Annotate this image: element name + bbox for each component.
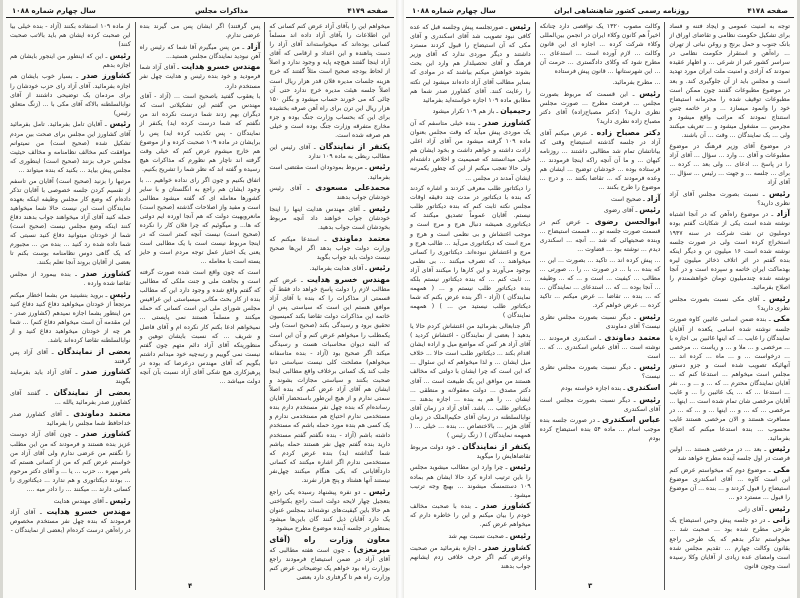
paragraph-text: صورتجلسه پیش وجلسه قبل که عده کافی نبود تصویب شد آقای اسکندری و آقای مکی که آن استیضاح را قبول کردند مسترد داشتند و دیگر موردی ندارد که آقای وزیر فرهنگ و آقای تحصیلدار هم وارد این بحث بشوند خواهش میکنم بیاشند که در موادی که بسایر مطالب آقای آزاد داده‌اند میشود این نکته را رعایت کنند. آقای کشاورز صدر شما هم مطابق ماده ۱۰۹ اجازه خواسته‌اید بفرمائید <box>409 24 531 104</box>
paragraph: رئیس ـ بعد ... در مرخصی هستند ... اولین فرصت در اول جلسه آینده مطرح خواهد شد <box>669 444 791 463</box>
paragraph: عباس اسکندری ـ در صورت جلسه بنده موجب اسام ... ماده ۵۴ بنده استیضاح کرده بودم <box>539 415 661 443</box>
speaker-name: رئیس <box>768 293 790 303</box>
speaker-name: رئیس <box>368 486 390 496</box>
paragraph <box>540 22 661 77</box>
paragraph: رئیس ـ آقای رضوی <box>603 205 661 215</box>
paragraph-text: نسبت بصورت مجلس آقای آزاد نظری دارید؟ <box>669 190 790 207</box>
paragraph: بعضی از نمایندگان ـ گفتند آقای کشاورز صدر بفرمائید یالله ... <box>9 388 131 407</box>
paragraph-text: استدعا میکنم که وزارت دولت جواب بدهد اگر این‌ها صحیح نیست دولت باید جواب بگوید <box>269 235 390 261</box>
paragraph: مکی ـ بنده ضمن اسامی غائبین کاوه صورت جلسه نوشته شده اسامی یکعده از آقایان نمایندگان را غایب ... که اینها غائبین بی اجازه یا ... مرخصی و ... ملا و ... و ریاست ... مرخصی ... درخواست ... و ... ماه ... کرده اند ... آنهائیکه تصویب شده است و جزو دستور مجلس است میخواهم ... استدعا کنم که ... آقایان نمایندگان محترم ... که ... و ... و ... نفر ... استدعا ... که ... یک غائبین را ... و غایب آقایان مرخصی شان تمام شده است ... اینها ... مرخصی ... که ... و ... اینها ... و ... که ... در مسافرت هستند و الان مرخصی هستند غایب محسوب ... بنده استدعا میکنم که اصلاح بفرمائید. <box>669 314 790 442</box>
paragraph: معتمد دماوندی ـ اسکندری فرمودند ... نوشته است ... آقای عباس اسکندری ... که ... است <box>539 332 661 360</box>
speaker-name: معتمد دماوندی <box>73 408 131 418</box>
paragraph-text: دیگر نسبت بصورت مجلس است آقای اسکندری <box>539 396 661 413</box>
paragraph-text: چرا وارد این مطالب میشوید مجلس را باین ترتیب اداره کرد حالا ایشان هم بماده ۱۰۹ دستتمسک میشوند ... بهیچ وجه ترتیب میشود . <box>409 464 531 499</box>
paragraph: رئیس ـ آقای مهندس هدایت <box>53 495 131 505</box>
section-title: روزنامه رسمی کشور شاهنشاهی ایران <box>554 6 690 15</box>
paragraph-text: در صورت جلسه بنده موجب اسام ... ماده ۵۴ بنده استیضاح کرده بودم <box>539 417 661 443</box>
paragraph-text: اگر جنابعالی بفرمائید من اغتشاش کردم حالا یا بدهید ( بعضی از نمایندگان - اغتشاش کردید ) آقای آزاد هر کس که مواضع میل و اراده ایشان اقدام بکند ... دیکتاتور طلب است حالا ... خلاف میل ایشان ... و لذا میخواهم که این سئوال ... که این است که چرا ایشان با دولتی که مخالف هستند من موافق این یک طبیعت است ... آقای دکتر مصدق ... دولت معقولانه و منطقی ... ایشان ... را هم به بنده ... اجازه بدهند ... دیکتاتور طلب ... باشد. آقای آزاد در زمان آقای نوابالسلطنه در زمان آقای حکیم‌الملک در زمان آقای هژیر ... بالاختصاص ... بنده ... خیلی ... ( همهمه نمایندگان ) ( زنگ رئیس ) <box>409 323 531 440</box>
page-label: صفحه ۴۱۷۸ <box>747 6 788 15</box>
paragraph: رئیس ـ آقای مکی نسبت بصورت مجلس نظری دارید؟ <box>669 293 790 312</box>
speaker-name: بعضی از نمایندگان <box>57 346 131 356</box>
paragraph-text: بنده با صحبت مخالف خودم را بیان میکنم و این را خاطره دارم که میخواهم عرض کنم. <box>409 503 531 529</box>
paragraph <box>140 22 261 40</box>
paragraph-text: بروید بنشینید من بشما اخطار میکنم مرتجعاً از خودتان میخواهید دفاع کنید دفاع کنید من اینطور بشما اجازه نمیدهم (کشاورز صدر - این مقدمه آن است میخواهم دفاع کنم) ... شما هر چه از خودتان میخواهید دفاع کنید و از نوابالسلطنه تقاضا کرده‌اند باشد. <box>9 291 131 345</box>
right-page <box>400 0 800 598</box>
issue-label: سال چهارم شماره ۱۰۸۸ <box>412 6 496 15</box>
paragraph <box>669 22 790 140</box>
paragraph: رئیس ـ بروید بنشینید من بشما اخطار میکنم مرتجعاً از خودتان میخواهید دفاع کنید دفاع کنید من اینطور بشما اجازه نمیدهم (کشاورز صدر - این مقدمه آن است میخواهم دفاع کنم) ... شما هر چه از خودتان میخواهید دفاع کنید و از نوابالسلطنه تقاضا کرده‌اند باشد. <box>9 289 131 345</box>
paragraph: رئیس ـ آقای زانی <box>738 503 790 513</box>
paragraph <box>269 22 390 140</box>
paragraph-text: باز هم ۱۰۹ تکرار میشود <box>432 108 495 116</box>
paragraph-text: آقای رضوی <box>603 207 634 215</box>
speaker-name: مهندس خسرو هدایت <box>181 62 261 72</box>
speaker-name: رئیس <box>639 205 661 215</box>
left-page-header <box>6 4 394 18</box>
paragraph-text: آقای مهندس هدایت <box>53 497 104 505</box>
paragraph: مکی ـ موضوع دوم که میخواستم عرض کنم این است کاوه ... آقای اسکندری موضوع استیضاح را قبول کردند و ... بنده ... آن موضوع را قبول ... مسترد دو ... <box>669 464 791 502</box>
paragraph-text: از ماده ۱۰۹ استفاده بکنند (آزاد - بنده خیلی بیا این صحبت کرده ایشان هم باید بالاتب صحبت کنند) <box>9 23 131 49</box>
paragraph: آزاد ـ من پس میگیرم آقا شما که رئیس راه آهن نبودید نمایندگان مجلس هستید... <box>139 41 261 60</box>
speaker-name: رئیس <box>368 203 390 213</box>
paragraph: یکنفر از نمایندگان ـ آقای رئیس این مطالب ربطی به ماده ۱۰۹ ندارد <box>269 141 391 160</box>
paragraph-text: عرض میکنم آقای آزاد در جلسه گذشته استیضاح وقتی که بیاناتشان تمام شد مطالبی داشتند ... روزنامه کیهان ... و ما آن آنچه راکه اینجا فرمودند ... فرستاده بوده ... خودشان توضیح ... ایشان هم وعده فرمودند که ... تقاضا بکنند ... و درج ... موضوع را طرح بکنند ... <box>539 129 661 192</box>
speaker-name: یکنفر از نمایندگان <box>319 141 391 151</box>
paragraph-text: آقای مهندس هدایت اینها را اینجا خودشان جواب خواهند داد آنچه مربوط بخودشان است جواب بدهید. <box>269 205 390 231</box>
paragraph <box>669 142 790 187</box>
paragraph: معتمد دماوندی ـ استدعا میکنم که وزارت دولت جواب بدهد اگر این‌ها صحیح نیست دولت باید جواب بگوید <box>269 233 390 261</box>
speaker-name: رئیس <box>109 495 131 505</box>
speaker-name: رئیس <box>768 188 790 198</box>
speaker-name: کشاورز صدر <box>81 367 131 377</box>
paragraph: رئیس ـ دیگر نسبت بصورت مجلس نظری نیست؟ آقای دماوندی <box>539 311 661 330</box>
paragraph-text: بنده بیمورد از مجلس تقاضا شده وارده . <box>9 270 131 288</box>
paragraph-text: گفتند آقای کشاورز صدر بفرمائید یالله ... <box>9 390 131 407</box>
page-number: ۴ <box>188 582 193 590</box>
paragraph: ابوالحسن رضوی ـ عرض کنم در قسمت صورت جلسه تو ... قسمت استیضاح ... وبنده صحبتهائی که شد ... آنچه ... اسکندری دیدم ... نوشته بود ... قضاوت ... <box>539 216 661 254</box>
paragraph-text: صحیح است <box>611 195 642 203</box>
paragraph-text: آقای آزاد پس گرفتند <box>9 348 131 365</box>
paragraph-text: آقای آزاد باید بفرمایند بگویند <box>9 369 131 386</box>
paragraph-text: چون آقای آزاد دوست عزیز بنده هستند و فرمودند که من این مطلب را نگفتم من عرضی ندارم ولی آقای آزاد من خواستم عرض کنم که من از کسانی هستم که بامر مهره ... حزب ... یا ... و آقای دکتر مرحوم ... بودند دیکتاتوری و هم ندارد ... دیکتاتوری را کسانی دارند ... میکنند ... را دادر میه .... <box>9 431 131 493</box>
paragraph: کشاورز صدر ـ بنده بیمورد از مجلس تقاضا شده وارده . <box>9 268 131 288</box>
paragraph-text: آقای رئیس این مطالب ربطی به ماده ۱۰۹ ندارد <box>269 143 390 160</box>
speaker-name: رئیس <box>368 162 390 172</box>
paragraph-text: بنده ضمن اسامی غائبین کاوه صورت جلسه نوشته شده اسامی یکعده از آقایان نمایندگان را غایب ... که اینها غائبین بی اجازه یا ... مرخصی و ... ملا و ... و ریاست ... مرخصی ... درخواست ... و ... ماه ... کرده اند ... آنهائیکه تصویب شده است و جزو دستور مجلس است میخواهم ... استدعا کنم که ... آقایان نمایندگان محترم ... که ... و ... و ... نفر ... استدعا ... که ... یک غائبین را ... و غایب آقایان مرخصی شان تمام شده است ... اینها ... مرخصی ... که ... و ... اینها ... و ... که ... در مسافرت هستند و الان مرخصی هستند غایب محسوب ... بنده استدعا میکنم که اصلاح بفرمائید. <box>669 316 790 442</box>
speaker-name: آزاد <box>776 209 790 219</box>
speaker-name: رئیس <box>109 289 131 299</box>
paragraph-text: دیگر نسبت بصورت مجلس نظری نیست؟ آقای دماوندی <box>539 313 661 330</box>
speaker-name: کشاورز صدر <box>81 268 131 278</box>
column <box>136 22 266 590</box>
paragraph-text: چون است هفته مطالبی که آقای آزاد در ضمن استیضاح فرمودند راجع بوزارت راه بود خواهم یک توضیحاتی عرض کنم وزارت راه هم تا گرفتاری دارد بعضی <box>269 546 390 581</box>
paragraph: محمدعلی مسعودی ـ آقای رئیس خودشان جواب بدهند <box>269 183 390 202</box>
speaker-name: مهندس خسرو هدایت <box>306 274 390 284</box>
speaker-name: زانی <box>772 515 791 525</box>
speaker-name: کشاورز صدر <box>482 117 531 127</box>
speaker-name: معاون وزارت راه (آقای میرمعزی) <box>269 534 390 554</box>
paragraph: مهندس خسرو هدایت ـ آقای آزاد شما فرمودید و خود بنده رئیس و هدایت چهل نفر مستخدم دارد. <box>139 62 261 90</box>
speaker-name: ابوالحسن رضوی <box>594 216 661 226</box>
speaker-name: رئیس <box>639 88 661 98</box>
paragraph: رئیس ـ آقای مهندس هدایت اینها را اینجا خودشان جواب خواهند داد آنچه مربوط بخودشان است جواب بدهید. <box>269 203 390 231</box>
paragraph-text: آقای مکی نسبت بصورت مجلس نظری دارید؟ <box>669 295 790 312</box>
paragraph-text: صحبت نسبت بهم شد <box>448 533 504 541</box>
paragraph: دکتر مصباح زاده ـ عرض میکنم آقای آزاد در جلسه گذشته استیضاح وقتی که بیاناتشان تمام شد مطالبی داشتند ... روزنامه کیهان ... و ما آن آنچه راکه اینجا فرمودند ... فرستاده بوده ... خودشان توضیح ... ایشان هم وعده فرمودند که ... تقاضا بکنند ... و درج ... موضوع را طرح بکنند ... <box>539 127 661 192</box>
paragraph: زانی ـ در دو جلسه پیش وحین استیضاح یک طرحی مطرح شده بود ... صحبت شد ... میخواستم تذکر بدهم که یک طرحی راجع بقانون وکالت چهارم ... تقدیم مجلس شده است وامضای عده زیادی از آقایان وکلا رسیده است وچون قانون <box>669 515 791 570</box>
speaker-name: رئیس <box>639 311 661 321</box>
paragraph <box>140 176 261 267</box>
paragraph: رئیس ـ چرا وارد این مطالب میشوید مجلس را باین ترتیب اداره کرد حالا ایشان هم بماده ۱۰۹ دستتمسک میشوند ... بهیچ وجه ترتیب میشود . <box>409 462 531 499</box>
speaker-name: مکی <box>773 314 790 324</box>
page-number: ۳ <box>588 582 593 590</box>
speaker-name: رئیس <box>109 119 131 129</box>
paragraph: رئیس ـ این قسمت که مربوط بصورت مجلس ... فرصت مطرح ... صورت مجلس نظری دارید؟ (دکتر مصباح‌زاده) آقای دکتر مصباح زاده نظری دارید؟ <box>539 88 661 125</box>
paragraph: رئیس ـ آقای هدایت بفرمائید. <box>309 263 390 273</box>
page-gutter <box>396 0 404 598</box>
speaker-name: کشاورز صدر <box>81 429 131 439</box>
paragraph-text: خود دولت مربوط تقاضاهایش را میگوید <box>409 443 531 460</box>
paragraph-text: ... پیش کرده اند ... تاکید ... بصورت ... این ... که بنده ... با ... در صورت ... را ... صورتی ... مطالب ... کیفیت ... است و ... که ... وظیفه ... آنجا بوده ... که ... استدعای ... نمایندگان ... که ... بنده ... تقاضا ... عرض میکنم ... تاکید کرده ... عرض خواهم کرد. <box>539 256 661 310</box>
paragraph-text: در موضوع راه‌آهن که در آنجا اشتباه نوشته شده است یکی از شکایات گفتم بوده دوملیون تن نفت شرکت در سنه ۱۹۴۷ استخراج کرده است ولی در صورت جلسه نوشته شده است ۱۶ میلیون تن و دیگر اینکه بنده گفتم در اثر اتلاف ذخائر میلیون لیره بهدماکت ایران خاتمه و سپرده است و در آنجا نوشته شده چندمیلیون تومان خواهشمندم را اصلاح بفرمائید. <box>669 211 791 292</box>
paragraph-text: این قسمت که مربوط بصورت مجلس ... فرصت مطرح ... صورت مجلس نظری دارید؟ (دکتر مصباح‌زاده) آقای دکتر مصباح زاده نظری دارید؟ <box>539 90 661 125</box>
paragraph <box>140 92 261 174</box>
speaker-name: آزاد <box>646 193 661 203</box>
paragraph-text: بنده خیلی متاسفم که آن یک موردی پیش میآید که وقت مجلس بعنوان ماده ۱۰۹ گرفته میشود من آقای آزاد اعلی ارادت داشته و خواهم داشت و بخود ایشان هم خیلی میدانستند که صمیمیت و اخلاص داشته‌ام ولی حالا تعجب میکنم از این که چطور یکمرتبه ایشان آمدند در مجلس ... <box>409 119 531 182</box>
speaker-name: مهندس خسرو هدایت <box>46 507 131 517</box>
column <box>406 22 536 590</box>
paragraph: معتمد دماوندی ـ آقای کشاورز صدر خداحافظ شما مجلس را بفرمائید <box>9 408 131 427</box>
column <box>536 22 666 590</box>
paragraph-text: است که چون واقع است شده صورت گرفته است و بجاهت ملی و جنت ملکی که مطالبی که گفتم واقع شده و وجود دارد این که مطالب بنده از کار بحث مکانی میسیاستی این عراقیس مجلس شورای ملی این است کسانی که حمله میکنند و مسلماً هستند نمی پایستی ... نمیخواهم ادعا بکنم کار نکرده ام و آقای فاضل و شریف ... که نسبت بایشان توهین و منظورینکه آقای آزاد دائم متهم چون گفتم نیست نمی گوییم و رتبه‌چیه خود میدانم داشتم بگویم که آقای مهندس درعرصا که بوده در پرهیزکاری هیچ شکی آقای آزاد نسبت بآن آنچه دولت میباشد ... <box>139 268 261 386</box>
paragraph-text: اسکندری فرمودند ... نوشته است ... آقای عباس اسکندری ... که ... است <box>539 334 661 360</box>
paragraph-text: در دو جلسه پیش وحین استیضاح یک طرحی مطرح شده بود ... صحبت شد ... میخواستم تذکر بدهم که یک طرحی راجع بقانون وکالت چهارم ... تقدیم مجلس شده است وامضای عده زیادی از آقایان وکلا رسیده است وچون قانون <box>669 517 790 570</box>
speaker-name: عباس اسکندری <box>602 415 661 425</box>
paragraph-text: در موضوع آقای وزیر فرهنگ در موضوع مطبوعات و آقای ... وارد ... سؤال ... آقای آزاد را در پاسخ ... ادعای ... ولی بعد ... کرده ... برای ... جلسه ... و جهت ... رئیس ... سؤال ... آقای آزاد <box>669 142 790 187</box>
paragraph: رئیس ـ دیگر نسبت بصورت مجلس است آقای اسکندری <box>539 394 661 413</box>
paragraph: رئیس ـ نسبت بصورت مجلس آقای آزاد نظری دارید؟ <box>669 188 790 207</box>
paragraph <box>540 256 661 311</box>
speaker-name: رئیس <box>509 462 531 472</box>
paragraph-text: عرض کنم در قسمت صورت جلسه تو ... قسمت استیضاح ... وبنده صحبتهائی که شد ... آنچه ... اسکندری دیدم ... نوشته بود ... قضاوت ... <box>539 218 661 254</box>
paragraph: رئیس ـ مربوط بمودودان است مقتضی است بفرمائید. <box>269 162 390 181</box>
paragraph-text: این که اینطور من اینجور بایشان هم اجازه بدهم <box>9 52 131 69</box>
paragraph-text: مرتبها را بزنید (صحیح است) آقایان من تاسفم از تقسیم کردن جلسه خصوصی با آقایان تذکر داده‌ام که وضع کار مجلس وظیفه اینکه بعهده نمایندگان است این نیست حالا شما میخواهید حمله کنید آقای آزاد میخواهند جواب بدهند دفاع کنند اینکه وضع مجلس نیست (صحیح است) شما از خودتان میتوانید دفاع کنید نسبتی که شما داده شده رد کنید ... بنده من ... مجبورم که یک گاهی دوس نظامنامه بوست بکنم تا بعضی از آقایان بروند آنجا تعلم بکنند. <box>9 177 131 267</box>
speaker-name: مکی <box>773 464 791 474</box>
paragraph: کشاورز صدر ـ بنده با صحبت مخالف خودم را بیان میکنم و این را خاطره دارم که میخواهم عرض کنم. <box>409 501 531 529</box>
paragraph: آزاد ـ در موضوع راه‌آهن که در آنجا اشتباه نوشته شده است یکی از شکایات گفتم بوده دوملیون تن نفت شرکت در سنه ۱۹۴۷ استخراج کرده است ولی در صورت جلسه نوشته شده است ۱۶ میلیون تن و دیگر اینکه بنده گفتم در اثر اتلاف ذخائر میلیون لیره بهدماکت ایران خاتمه و سپرده است و در آنجا نوشته شده چندمیلیون تومان خواهشمندم را اصلاح بفرمائید. <box>669 209 791 292</box>
paragraph-text: دو نفره پیشنهاد رسیده یکی راجع بتعجیل چهار لایحه دولت است راجع بکنواختی هم حالا باین کیفیت‌های نوشته‌اند بمجلس عنوان یک دارد آقایان ذیل کنند گان باین‌ها میشود بمنظور در جلسه آینده موضوع مطرح میشود <box>269 488 390 532</box>
paragraph <box>10 177 131 268</box>
paragraph: رئیس ـ صحبت نسبت بهم شد <box>448 531 531 541</box>
speaker-name: رئیس <box>509 22 531 31</box>
right-page-header <box>406 4 794 18</box>
paragraph-text: اجازه بفرمائید من صحبت واعرض کنم اگر حرف خلافی زدم ایشانهم جواب بدهند <box>409 544 531 570</box>
paragraph: آزاد ـ صحیح است <box>611 193 661 203</box>
page-edge <box>0 0 3 598</box>
speaker-name: معتمد دماوندی <box>331 233 390 243</box>
column <box>665 22 794 590</box>
speaker-name: رئیس <box>768 444 791 454</box>
speaker-name: محمدعلی مسعودی <box>315 183 390 193</box>
paragraph: کشاورز صدر ـ بسیار خوب بایشان هم اجازه بفرمائید. آقای آزاد رای حزب خودشان را برای مردمان یک توضیحی داشتند از آقای نوابالسلطنه بالاکه آقای مکی با ... (زنگ متعلق رئیس) <box>9 71 131 117</box>
paragraph: رئیس ـ دیگر نسبت بصورت مجلس نظری نیست؟ <box>539 362 661 381</box>
paragraph: اسکندری ـ بنده اجازه خواسته بودم <box>561 382 661 392</box>
paragraph: رئیس ـ دو نفره پیشنهاد رسیده یکی راجع بتعجیل چهار لایحه دولت است راجع بکنواختی هم حالا باین کیفیت‌های نوشته‌اند بمجلس عنوان یک دارد آقایان ذیل کنند گان باین‌ها میشود بمنظور در جلسه آینده موضوع مطرح میشود <box>269 486 390 532</box>
paragraph <box>540 78 661 87</box>
speaker-name: رئیس <box>368 263 390 273</box>
speaker-name: رئیس <box>509 531 531 541</box>
paragraph: رئیس ـ این که اینطور من اینجور بایشان هم اجازه بدهم <box>9 50 131 69</box>
paragraph-text: ... مطرح بفرمائید. <box>612 79 661 87</box>
speaker-name: یکنفر از نمایندگان <box>462 441 531 451</box>
speaker-name: معتمد دماوندی <box>604 332 661 342</box>
paragraph-text: آقای آزاد فرمودند که بنده چهل نفر مستخدم مخصوص در راه‌آهن درست کرده‌ام (بعضی از نمایندگان - <box>9 509 131 535</box>
speaker-name: کشاورز صدر <box>81 71 131 81</box>
paragraph-text: بسیار خوب بایشان هم اجازه بفرمائید. آقای آزاد رای حزب خودشان را برای مردمان یک توضیحی داشتند از آقای نوابالسلطنه بالاکه آقای مکی با ... (زنگ متعلق رئیس) <box>9 73 131 117</box>
paragraph-text: آقای آزاد شما فرمودید و خود بنده رئیس و هدایت چهل نفر مستخدم دارد. <box>139 64 261 90</box>
paragraph-text: توجه به امنیت عمومی و ایجاد فتنه و فساد برای تشکیل حکومت نظامی و تقاضای اوراق از بانک جنوب و حمل برنج و روغن نباتی از تهران ... راه‌آهن و استقرار حکومت نظامی در سراسر کشور غیر از شرعی ... و اظهار عقیده نمودند که آزادی و امنیت ملت ایران مورد تهدید است و مجلس باید از آن جلوگیری کند. و بعد در موضوع مطبوعات گفتند چون ممکن است مطبوعات توقیف شده را مجرمانه استیضاح خود را وانمود میسازد ... و در خاتمه چنین استنتاج نمودند که مراتب واقع میشود و مجرمین ... مشغول میشود و ... تعریف میکنند ولی ... یک نمایندگان ... وقت ... آن باشند. <box>669 23 790 140</box>
paragraph-text: آقای رئیس خودشان جواب بدهند <box>269 185 390 202</box>
paragraph-text: عرض کنم مطالب لازم را دولت پاسخ خواهد داد فقط آن قسمتی از مذاکرات را که بنده با آقای آزاد موافق هستم این است که سیاستی پس از خاتمه این مذاکرات دولت تقاضا بکند کمیسیون تحقیق برود و رسیدگی بکند (صحیح است) ولی یکمطلب را میخواهم عرض کنم و آن این است که البته دیوان محاسبات هست و رسیدگی میکند اگر صحیح بود (آزاد - بنده متاسفانه میخواهم) مصلحت کلی نیست سیاستی دنیا جلب کند یک کسانی برخلاف واقع مطالبی اینجا صحبت بکنند و سیاستی مجازات بشوند و ایشان هم آقای آزاد عرض کنم که بنده اصلاً سمتی ندارم و از هیچ این‌طور باستحضار آقایان رسانده‌ام که بنده چهل نفر مستخدم دارم بنده مستخدمی ندارم احتیاج هم مستخدمی ندارم و یک کسی هم بنده مورد حمله باشم که مستخدم داشته باشم (آزاد - بنده نگفتم گفتم مستخدم دارید بنده گفتم چهل نفر هستند حمله بیاشم شما گذاشته اید) بنده عرض کردم که مستخدمی ندارم اگر اشاره میکنند که کسانی داردآقایانی که یکی هنگام میکنند چهل‌نفر نیستند آنها هشتاد و پنج هزار نفرند. <box>269 276 390 484</box>
speaker-name: اسکندری <box>627 382 661 392</box>
paragraph-text: را دیکتاتور طلب معرفی کردند و اشاره کردند که بنده با دیکتاتور در مدت چند دقیقه اوقات مجلس نکته ثابت کنم که بنده دیکتاتور طلب نیستم. آقایان عموماً تصدیق میکنند که دیکتاتوری همیشه دنبال هرج و مرج است و موجب اغتشاش و بی نظمی است و هرج و مرج است که دیکتاتوری می‌آید ... طالب هرج و مرج و اغتشاش نبوده‌اند. دیکتاتوری را کسانی میخواهند ... که تصرف میکنند ... بی نظمی بوجود می‌آورند و این کارها را میکنند آقای آزاد ... ثابت کنم ... که بنده دیکتاتور نیستم بلکه بنده دیکتاتور طلب نیستم و ... ( همهمه نمایندگان ) (آزاد - اگر بنده عرض بکنم که شما دیکتاتور طلب نیستید من ... ) ( همهمه نمایندگان ) <box>409 185 531 320</box>
paragraph-text: وکالت مصوب ۱۳۲۰ یک نواقصی دارد چنانکه اخیراً هم کانون وکلاء ایران در انجمن بین‌المللی وکلاء شرکت کرده ... اجازه ای این قانون وکالت ... لازم آورده است ... استدعای ... مطرح شود که وکلای دادگستری ... حرمت آن ... این شهرستانها ... قانون پیش فرستاده <box>539 23 661 76</box>
paragraph: رئیس ـ صورتجلسه پیش وجلسه قبل که عده کافی نبود تصویب شد آقای اسکندری و آقای مکی که آن استیضاح را قبول کردند مسترد داشتند و دیگر موردی ندارد که آقای وزیر فرهنگ و آقای تحصیلدار هم وارد این بحث بشوند خواهش میکنم بیاشند که در موادی که بسایر مطالب آقای آزاد داده‌اند میشود این نکته را رعایت کنند. آقای کشاورز صدر شما هم مطابق ماده ۱۰۹ اجازه خواسته‌اید بفرمائید <box>409 22 531 104</box>
right-page-columns <box>406 18 794 590</box>
paragraph: کشاورز صدر ـ چون آقای آزاد دوست عزیز بنده هستند و فرمودند که من این مطلب را نگفتم من عرضی ندارم ولی آقای آزاد من خواستم عرض کنم که من از کسانی هستم که بامر مهره ... حزب ... یا ... و آقای دکتر مرحوم ... بودند دیکتاتوری و هم ندارد ... دیکتاتوری را کسانی دارند ... میکنند ... را دادر میه .... <box>9 429 131 493</box>
column <box>6 22 136 590</box>
speaker-name: رحیمیان <box>500 106 531 116</box>
paragraph: کشاورز صدر ـ اجازه بفرمائید من صحبت واعرض کنم اگر حرف خلافی زدم ایشانهم جواب بدهند <box>409 542 531 570</box>
speaker-name: رئیس <box>109 50 131 60</box>
paragraph: یکنفر از نمایندگان ـ خود دولت مربوط تقاضاهایش را میگوید <box>409 441 531 460</box>
paragraph: کشاورز صدر ـ آقای آزاد باید بفرمایند بگویند <box>9 367 131 386</box>
paragraph-text: آقایان تامل بفرمائید. تامل بفرمائید آقای کشاورز این مجلس برای صحت بین مردم تشکیل شده (صحیح است) من نمیتوانم موافقت کنم مخالف نظامنامه و مخالف حیثیت مجلس حرف بزنند (صحیح است) اینطوری که مجلس پیش بیاید ... بکنید که بنده میتواند ... <box>9 121 131 174</box>
paragraph-text: آقای زانی <box>738 505 764 513</box>
paragraph <box>140 268 261 386</box>
paragraph-text: من پس میگیرم آقا شما که رئیس راه آهن نبودید نمایندگان مجلس هستید... <box>139 43 261 60</box>
paragraph <box>410 322 531 440</box>
paragraph <box>10 22 131 49</box>
speaker-name: کشاورز صدر <box>481 501 531 511</box>
speaker-name: آزاد <box>246 41 261 51</box>
speaker-name: دکتر مصباح زاده <box>596 127 661 137</box>
speaker-name: کشاورز صدر <box>483 542 531 552</box>
paragraph-text: بنده اجازه خواسته بودم <box>561 384 622 392</box>
paragraph: مهندس خسرو هدایت ـ آقای آزاد فرمودند که بنده چهل نفر مستخدم مخصوص در راه‌آهن درست کرده‌ام (بعضی از نمایندگان - <box>9 507 131 535</box>
paragraph-text: مربوط بمودودان است مقتضی است بفرمائید. <box>269 164 390 181</box>
paragraph-text: آقای هدایت بفرمائید. <box>309 265 364 273</box>
left-page-columns <box>6 18 394 590</box>
section-title: مذاکرات مجلس <box>194 6 249 15</box>
paragraph-text: میخواهم این را بآقای آزاد عرض کنم کسانی که این اطلاعات را بآقای آزاد داده اند مسلماً کسانی بوده‌اند که میخواسته‌اند آقای آزاد را دست پناهنده و این اعداد و ارقامی که آقای آزاد اینجا گفتند هیچ‌چه پایه و وجود ندارد و اصلاً از لحاظ بودجه صحیح است مثلاً گفتند که خرج هزینه جلسات مدیره فلان قدر هزار ریال است اصلاً جلسه هیئت مدیره خرج ندارد حتی آن چائی که می خورند حساب میشود و بگلن ۱۵۰ هزار ریال این ترن برای راه آهن صرفه بخشیده برای این که بحساب وزارت جنگ بوده و جزء مخارج متفرقه وزارت جنگ بوده است و خیلی هم صرفه شده است. <box>269 23 390 140</box>
speaker-name: رئیس <box>639 362 661 372</box>
paragraph: رئیس ـ آقایان تامل بفرمائید. تامل بفرمائید آقای کشاورز این مجلس برای صحت بین مردم تشکیل شده (صحیح است) من نمیتوانم موافقت کنم مخالف نظامنامه و مخالف حیثیت مجلس حرف بزنند (صحیح است) اینطوری که مجلس پیش بیاید ... بکنید که بنده میتواند ... <box>9 119 131 174</box>
page-label: صفحه ۴۱۷۹ <box>347 6 388 15</box>
paragraph-text: موضوع دوم که میخواستم عرض کنم این است کاوه ... آقای اسکندری موضوع استیضاح را قبول کردند و ... بنده ... آن موضوع را قبول ... مسترد دو ... <box>669 466 790 502</box>
paragraph: کشاورز صدر ـ بنده خیلی متاسفم که آن یک موردی پیش میآید که وقت مجلس بعنوان ماده ۱۰۹ گرفته میشود من آقای آزاد اعلی ارادت داشته و خواهم داشت و بخود ایشان هم خیلی میدانستند که صمیمیت و اخلاص داشته‌ام ولی حالا تعجب میکنم از این که چطور یکمرتبه ایشان آمدند در مجلس ... <box>409 117 531 182</box>
speaker-name: بعضی از نمایندگان <box>53 388 131 398</box>
paragraph <box>410 184 531 320</box>
paragraph-text: پس گرفتند) اگر ایشان پس می گیرند بنده عرضی ندارم. <box>139 23 261 40</box>
paragraph: رحیمیان ـ باز هم ۱۰۹ تکرار میشود <box>432 106 531 116</box>
paragraph-text: آقای کشاورز صدر خداحافظ شما مجلس را بفرمائید <box>9 410 131 427</box>
speaker-name: رئیس <box>639 394 661 404</box>
speaker-name: رئیس <box>768 503 790 513</box>
paragraph-text: دیگر نسبت بصورت مجلس نظری نیست؟ <box>539 364 661 381</box>
paragraph-text: بعد ... در مرخصی هستند ... اولین فرصت در اول جلسه آینده مطرح خواهد شد <box>669 446 790 463</box>
column <box>265 22 394 590</box>
paragraph-text: اتفاق بکنیم و چون اگر رای نداده خواهیم ... با وجود ایشان هم راجع به انگلستان و با سایر کشورها معامله ای که گفته میشود مطالبی است و مفید واز اصلاحات گذشته (صحیح است) مانعرویهیت دولت که هم آنجا اورده ایم دولتی که ها... و میگوئیم که چرا فلان کار را نکرده (صحیح است) نیست آنچه کمتر است که در اینجا مربوط نیست است با یک مطالبی است یعنی یک اختیار عمل توجه مردم است و حایز یسته است با معامله ... <box>139 176 261 266</box>
paragraph-text: با یعقوب گفتید باصحیح است ... (آزاد - آقای مهندس من گفتم این تشکیلاتی است که دیگران بهم زدند شما درست نکرده اند من نگفتم که شما درست کرده اید) یکنفر از نمایندگان - پس تکذیب کرده اید) پس را برایشان در ماده ۱۰۹ صحبت کرده و از موضوع هم خارج میشوم عرض کنم که خیلی وقت گرفته اند ناچار هم نظورم که مذاکرات هیچ رسیده و گفته اند که نظر شما را تشریح بکنیم. <box>139 93 261 173</box>
issue-label: سال چهارم شماره ۱۰۸۸ <box>12 6 96 15</box>
paragraph: معاون وزارت راه (آقای میرمعزی) ـ چون است هفته مطالبی که آقای آزاد در ضمن استیضاح فرمودند راجع بوزارت راه بود خواهم یک توضیحاتی عرض کنم وزارت راه هم تا گرفتاری دارد بعضی <box>269 534 390 581</box>
paragraph: مهندس خسرو هدایت ـ عرض کنم مطالب لازم را دولت پاسخ خواهد داد فقط آن قسمتی از مذاکرات را که بنده با آقای آزاد موافق هستم این است که سیاستی پس از خاتمه این مذاکرات دولت تقاضا بکند کمیسیون تحقیق برود و رسیدگی بکند (صحیح است) ولی یکمطلب را میخواهم عرض کنم و آن این است که البته دیوان محاسبات هست و رسیدگی میکند اگر صحیح بود (آزاد - بنده متاسفانه میخواهم) مصلحت کلی نیست سیاستی دنیا جلب کند یک کسانی برخلاف واقع مطالبی اینجا صحبت بکنند و سیاستی مجازات بشوند و ایشان هم آقای آزاد عرض کنم که بنده اصلاً سمتی ندارم و از هیچ این‌طور باستحضار آقایان رسانده‌ام که بنده چهل نفر مستخدم دارم بنده مستخدمی ندارم احتیاج هم مستخدمی ندارم و یک کسی هم بنده مورد حمله باشم که مستخدم داشته باشم (آزاد - بنده نگفتم گفتم مستخدم دارید بنده گفتم چهل نفر هستند حمله بیاشم شما گذاشته اید) بنده عرض کردم که مستخدمی ندارم اگر اشاره میکنند که کسانی داردآقایانی که یکی هنگام میکنند چهل‌نفر نیستند آنها هشتاد و پنج هزار نفرند. <box>269 274 390 484</box>
paragraph: بعضی از نمایندگان ـ آقای آزاد پس گرفتند <box>9 346 131 365</box>
